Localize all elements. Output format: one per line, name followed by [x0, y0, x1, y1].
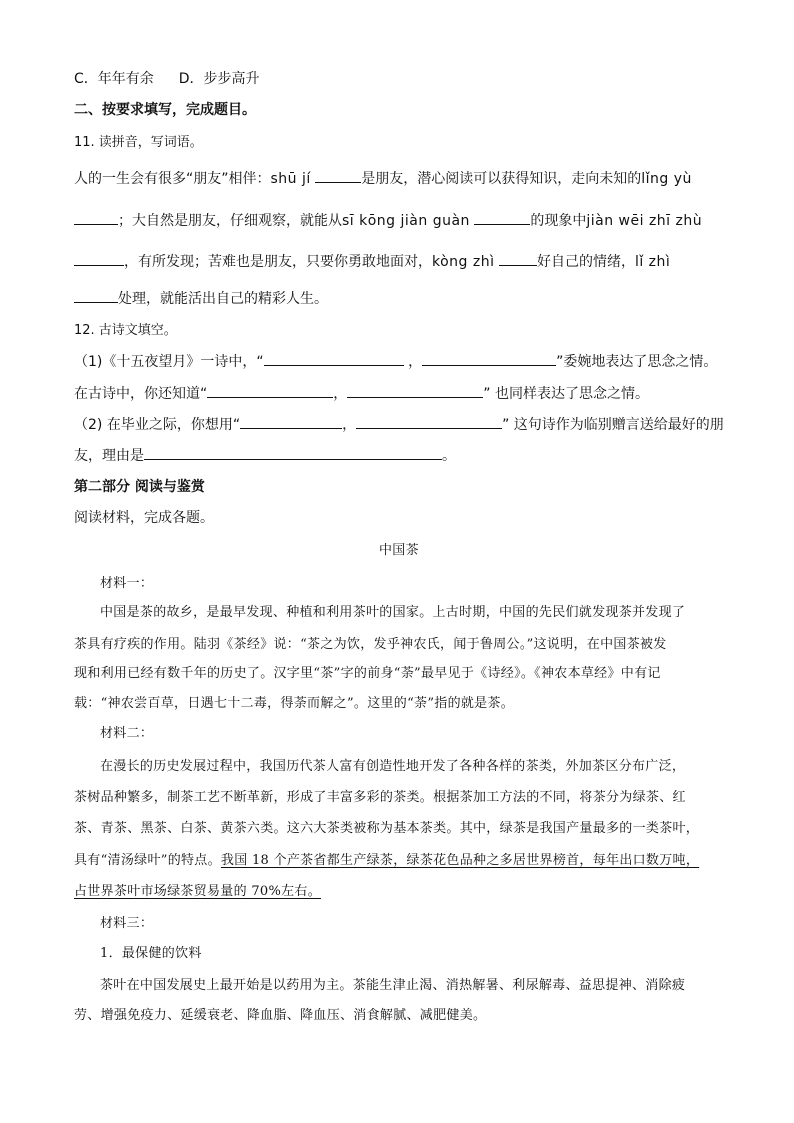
option-c: C．年年有余 — [74, 71, 154, 87]
material-2-label: 材料二： — [100, 726, 154, 741]
material-1-line: 现和利用已经有数千年的历史了。汉字里“茶”字的前身“荼”最早见于《诗经》。《神农本草经》中有记 — [74, 666, 661, 681]
underlined-text: 我国 18 个产茶省都生产绿茶，绿茶花色品种之多居世界榜首，每年出口数万吨， — [220, 853, 700, 868]
underlined-text: 占世界茶叶市场绿茶贸易量的 70%左右。 — [74, 884, 322, 899]
answer-blank[interactable] — [474, 210, 530, 225]
answer-blank[interactable] — [422, 351, 556, 366]
q12-line-3: （2) 在毕业之际，你想用“ ， ” 这句诗作为临别赠言送给最好的朋 — [74, 414, 724, 434]
q12-line-1: （1)《十五夜望月》一诗中，“ ， ”委婉地表达了思念之情。 — [74, 351, 717, 371]
pinyin-kongzhi: kòng zhì — [432, 254, 495, 270]
material-1-line: 中国是茶的故乡，是最早发现、种植和利用茶叶的国家。上古时期，中国的先民们就发现茶并发现了 — [100, 605, 686, 620]
reading-instruction: 阅读材料，完成各题。 — [74, 510, 214, 526]
material-1-line: 茶具有疗疾的作用。陆羽《茶经》说：“茶之为饮，发乎神农氏，闻于鲁周公。”这说明，在中国茶被发 — [74, 637, 667, 652]
answer-blank[interactable] — [264, 351, 404, 366]
answer-blank[interactable] — [74, 210, 118, 225]
answer-blank[interactable] — [207, 383, 333, 398]
article-title: 中国茶 — [379, 543, 419, 558]
option-d: D．步步高升 — [178, 71, 260, 87]
answer-blank[interactable] — [144, 445, 442, 460]
option-line — [74, 68, 259, 88]
material-1-label: 材料一： — [100, 576, 154, 591]
part-2-title: 第二部分 阅读与鉴赏 — [74, 479, 205, 495]
section-title: 二、按要求填写，完成题目。 — [74, 102, 256, 118]
q11-line-3: ，有所发现；苦难也是朋友，只要你勇敢地面对，kòng zhì 好自己的情绪，lǐ zhì — [74, 251, 670, 271]
material-3-label: 材料三： — [100, 916, 154, 931]
q11-line-2: ；大自然是朋友，仔细观察，就能从sī kōng jiàn guàn 的现象中jiàn wēi zhī zhù — [74, 210, 702, 230]
answer-blank[interactable] — [315, 168, 361, 183]
material-3-line: 劳、增强免疫力、延缓衰老、降血脂、降血压、消食解腻、减肥健美。 — [74, 1008, 487, 1023]
pinyin-lizhi: lǐ zhì — [634, 254, 671, 270]
material-1-line: 载：“神农尝百草，日遇七十二毒，得荼而解之”。这里的“荼”指的就是茶。 — [74, 696, 515, 711]
pinyin-lingyu: lǐng yù — [641, 171, 692, 187]
material-2-line: 茶树品种繁多，制茶工艺不断革新，形成了丰富多彩的茶类。根据茶加工方法的不同，将茶分为绿茶、红 — [74, 790, 686, 805]
material-3-subtitle: 1．最保健的饮料 — [100, 946, 202, 961]
answer-blank[interactable] — [499, 251, 537, 266]
pinyin-sikongjianguan: sī kōng jiàn guàn — [342, 213, 470, 229]
material-2-line: 茶、青茶、黑茶、白茶、黄茶六类。这六大茶类被称为基本茶类。其中，绿茶是我国产量最多的一类茶叶， — [74, 821, 700, 836]
answer-blank[interactable] — [240, 414, 342, 429]
answer-blank[interactable] — [347, 383, 483, 398]
material-2-line: 在漫长的历史发展过程中，我国历代茶人富有创造性地开发了各种各样的茶类，外加茶区分布广泛， — [100, 759, 686, 774]
answer-blank[interactable] — [74, 251, 124, 266]
q11-line-1: 人的一生会有很多“朋友”相伴：shū jí 是朋友，潜心阅读可以获得知识，走向未知的lǐng yù — [74, 168, 692, 188]
pinyin-shuji: shū jí — [270, 171, 311, 187]
material-3-line: 茶叶在中国发展史上最开始是以药用为主。茶能生津止渴、消热解暑、利尿解毒、益思提神、消除疲 — [100, 978, 686, 993]
q11-line-4: 处理，就能活出自己的精彩人生。 — [74, 288, 328, 308]
question-12-title: 12. 古诗文填空。 — [74, 323, 177, 338]
answer-blank[interactable] — [74, 288, 118, 303]
answer-blank[interactable] — [356, 414, 502, 429]
pinyin-jianweizhizhu: jiàn wēi zhī zhù — [586, 213, 703, 229]
q12-line-2: 在古诗中，你还知道“ ， ” 也同样表达了思念之情。 — [74, 383, 649, 403]
question-11-title: 11. 读拼音，写词语。 — [74, 135, 203, 150]
q12-line-4: 友，理由是 。 — [74, 445, 456, 465]
material-2-line: 具有“清汤绿叶”的特点。我国 18 个产茶省都生产绿茶，绿茶花色品种之多居世界榜首，每年出口数万吨， — [74, 853, 700, 868]
